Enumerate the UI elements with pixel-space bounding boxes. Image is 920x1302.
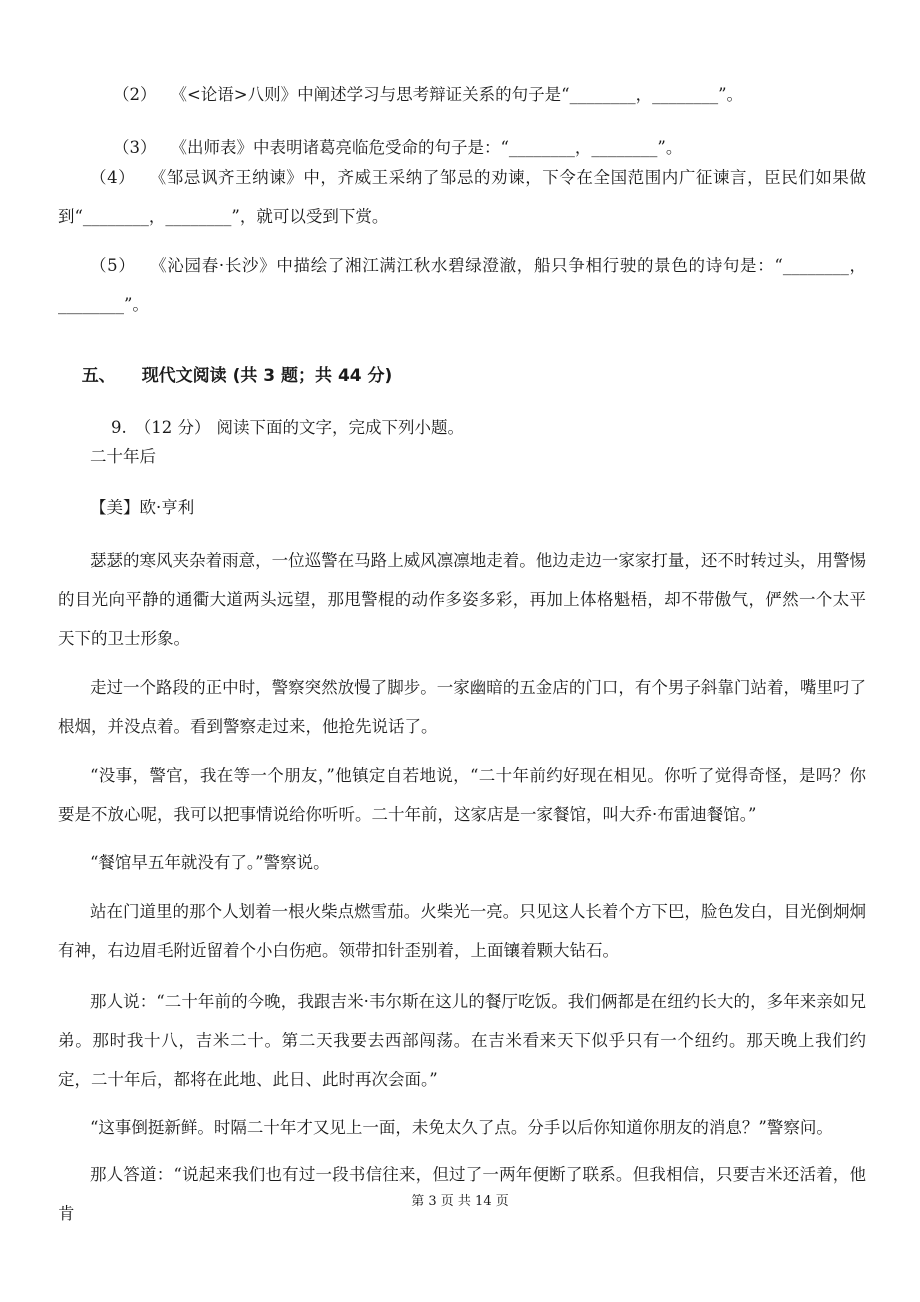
page-footer: 第 3 页 共 14 页 [411,1194,509,1209]
story-paragraph: 走过一个路段的正中时，警察突然放慢了脚步。一家幽暗的五金店的门口，有个男子斜靠门站着，嘴里叼了根烟，并没点着。看到警察走过来，他抢先说话了。 [58,678,866,736]
story-paragraph: “这事倒挺新鲜。时隔二十年才又见上一面，未免太久了点。分手以后你知道你朋友的消息？”警察问。 [90,1118,833,1137]
story-paragraph: “餐馆早五年就没有了。”警察说。 [90,853,330,872]
question-9-instruction: 阅读下面的文字，完成下列小题。 [216,418,464,437]
question-4-number: （4） [90,168,136,187]
story-paragraph: 那人说：“二十年前的今晚，我跟吉米·韦尔斯在这儿的餐厅吃饭。我们俩都是在纽约长大的，多年来亲如兄弟。那时我十八，吉米二十。第二天我要去西部闯荡。在吉米看来天下似乎只有一个纽约。那天晚上我们约定，二十年后，都将在此地、此日、此时再次会面。” [58,992,866,1089]
story-title: 二十年后 [90,447,156,466]
question-2-number: （2） [112,85,157,104]
story-paragraph: “没事，警官，我在等一个朋友，”他镇定自若地说，“二十年前约好现在相见。你听了觉得奇怪，是吗？你要是不放心呢，我可以把事情说给你听听。二十年前，这家店是一家餐馆，叫大乔·布雷迪餐馆。” [58,766,866,824]
question-4-text: 《邹忌讽齐王纳谏》中，齐威王采纳了邹忌的劝谏，下令在全国范围内广征谏言，臣民们如果做到“________，________”，就可以受到下赏。 [58,168,867,226]
story-paragraph: 站在门道里的那个人划着一根火柴点燃雪茄。火柴光一亮。只见这人长着个方下巴，脸色发白，目光倒炯炯有神，右边眉毛附近留着个小白伤疤。领带扣针歪别着，上面镶着颗大钻石。 [58,902,866,960]
question-5-number: （5） [90,256,136,275]
section-number: 五、 [81,366,116,386]
section-title: 现代文阅读 (共 3 题；共 44 分) [141,366,393,386]
question-9-score: （12 分） [134,418,211,437]
story-paragraph: 那人答道：“说起来我们也有过一段书信往来，但过了一两年便断了联系。但我相信，只要吉米还活着，他肯 [58,1165,866,1223]
question-2-text: 《<论语>八则》中阐述学习与思考辩证关系的句子是“________，________”。 [170,85,744,104]
question-5-text: 《沁园春·长沙》中描绘了湘江满江秋水碧绿澄澈，船只争相行驶的景色的诗句是：“________，________”。 [58,256,867,314]
question-4 [58,158,866,236]
question-5 [58,246,866,324]
question-3-number: （3） [112,138,157,157]
question-3-text: 《出师表》中表明诸葛亮临危受命的句子是：“________，________”。 [170,138,683,157]
question-9-number: 9. [110,418,127,437]
story-author: 【美】欧·亨利 [90,498,195,517]
story-paragraph: 瑟瑟的寒风夹杂着雨意，一位巡警在马路上威风凛凛地走着。他边走边一家家打量，还不时转过头，用警惕的目光向平静的通衢大道两头远望，那甩警棍的动作多姿多彩，再加上体格魁梧，却不带傲气，俨然一个太平天下的卫士形象。 [58,551,866,648]
